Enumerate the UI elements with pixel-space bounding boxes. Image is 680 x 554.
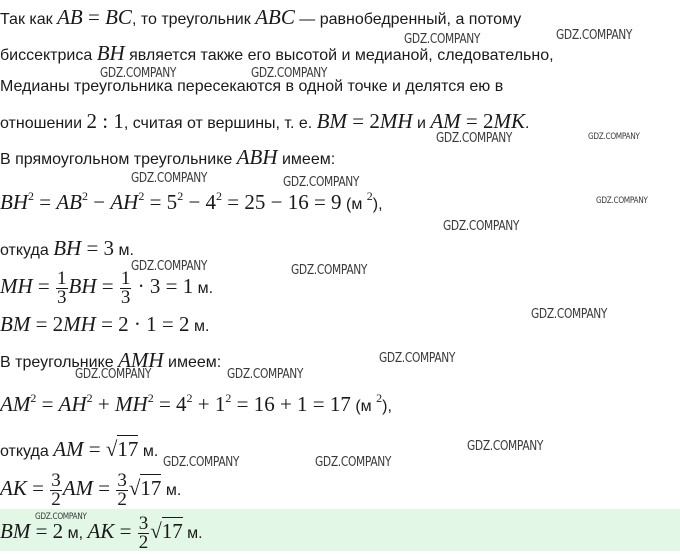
sqrt-sign: √ (128, 476, 141, 500)
fraction (56, 270, 68, 307)
exponent: 2 (376, 391, 383, 405)
math: ABH (236, 145, 278, 169)
math: BM (0, 312, 31, 336)
math: BM (316, 109, 347, 133)
math: = 4 (153, 392, 187, 416)
answer-line (0, 511, 203, 554)
watermark: GDZ.COMPANY (227, 367, 304, 382)
text: (м (350, 398, 377, 415)
math: = 3 (81, 236, 115, 260)
exponent: 2 (82, 189, 88, 203)
fraction-numerator: 3 (51, 470, 61, 492)
formula-line-13 (0, 468, 181, 511)
formula-line-11 (0, 393, 392, 418)
math: AM (0, 392, 31, 416)
fraction (50, 472, 62, 509)
watermark: GDZ.COMPANY (315, 455, 392, 470)
text: В треугольнике (0, 354, 119, 371)
math: MH (115, 392, 148, 416)
sqrt-sign: √ (150, 519, 162, 543)
text: В прямоугольном треугольнике (0, 151, 237, 168)
fraction-denominator: 3 (120, 287, 131, 309)
math: = 25 − 16 = 9 (222, 190, 342, 214)
text-line-1 (0, 6, 521, 31)
math: BH (53, 236, 82, 260)
exponent: 2 (86, 391, 93, 405)
text-line-5 (0, 146, 335, 171)
math: BH (96, 41, 125, 65)
text: м. (161, 482, 182, 499)
math: MH (379, 109, 413, 133)
watermark: GDZ.COMPANY (283, 175, 360, 190)
math: BC (105, 5, 132, 29)
math: ABC (255, 5, 295, 29)
text: . (525, 115, 530, 132)
math: = 2 (30, 312, 64, 336)
text: откуда (0, 443, 54, 460)
exponent: 2 (225, 391, 232, 405)
watermark: GDZ.COMPANY (596, 196, 648, 206)
text: откуда (0, 242, 54, 259)
text-line-7 (0, 237, 134, 262)
watermark: GDZ.COMPANY (163, 455, 240, 470)
watermark: GDZ.COMPANY (436, 131, 513, 146)
watermark: GDZ.COMPANY (531, 307, 608, 322)
text: ), (382, 398, 392, 415)
watermark: GDZ.COMPANY (131, 259, 208, 274)
text: м. (193, 280, 214, 297)
watermark: GDZ.COMPANY (588, 132, 640, 142)
text: — равнобедренный, а потому (294, 11, 522, 28)
math: BH (0, 190, 28, 214)
exponent: 2 (216, 189, 223, 203)
fraction (120, 270, 132, 307)
math: = 16 + 1 = 17 (231, 392, 351, 416)
formula-line-9 (0, 313, 209, 338)
text: м. (182, 525, 203, 542)
watermark: GDZ.COMPANY (443, 219, 520, 234)
fraction-denominator: 3 (57, 287, 67, 309)
fraction-denominator: 2 (51, 489, 61, 511)
exponent: 2 (366, 189, 373, 203)
text: имеем: (163, 354, 222, 371)
math: = 2 (30, 519, 64, 543)
watermark: GDZ.COMPANY (467, 439, 544, 454)
fraction-denominator: 2 (117, 489, 127, 511)
text: Так как (0, 11, 58, 28)
exponent: 2 (30, 391, 37, 405)
watermark: GDZ.COMPANY (35, 512, 87, 522)
watermark: GDZ.COMPANY (291, 263, 368, 278)
math: = 2 · 1 = 2 (95, 312, 190, 336)
math: = (34, 190, 57, 214)
math: = (26, 476, 50, 500)
math: = (114, 519, 137, 543)
math: AH (58, 392, 87, 416)
math: = (32, 274, 56, 298)
math: AM (53, 437, 84, 461)
text: (м (341, 196, 367, 213)
math: 2 : 1 (86, 109, 124, 133)
watermark: GDZ.COMPANY (100, 66, 177, 81)
text: м. (114, 242, 134, 259)
text: ), (372, 196, 383, 213)
watermark: GDZ.COMPANY (75, 367, 152, 382)
text: , считая от вершины, т. е. (123, 115, 317, 132)
watermark: GDZ.COMPANY (404, 32, 481, 47)
math: · 3 = 1 (132, 274, 194, 298)
radicand: 17 (117, 437, 139, 461)
text: имеем: (277, 151, 336, 168)
watermark: GDZ.COMPANY (131, 171, 208, 186)
fraction-numerator: 1 (120, 268, 131, 290)
text: является также его высотой и медианой, следовательно, (124, 47, 554, 64)
watermark: GDZ.COMPANY (556, 28, 633, 43)
math: MH (63, 312, 96, 336)
math: AB (56, 190, 82, 214)
radicand: 17 (140, 476, 162, 500)
text: и (412, 115, 431, 132)
math: − 4 (183, 190, 217, 214)
math: AMH (118, 348, 164, 372)
watermark: GDZ.COMPANY (379, 351, 456, 366)
text: , то треугольник (131, 11, 256, 28)
text-line-12 (0, 438, 158, 463)
math: AM (62, 476, 94, 500)
text: м. (189, 318, 210, 335)
math: + (92, 392, 116, 416)
exponent: 2 (177, 189, 184, 203)
math: = 2 (460, 109, 494, 133)
fraction (138, 515, 150, 552)
exponent: 2 (138, 189, 145, 203)
math: AH (110, 190, 139, 214)
text: отношении (0, 115, 87, 132)
radicand: 17 (161, 519, 183, 543)
math: = 2 (346, 109, 380, 133)
fraction (116, 472, 128, 509)
math: BM (0, 519, 31, 543)
fraction-numerator: 1 (57, 268, 67, 290)
text: биссектриса (0, 47, 97, 64)
math: = 5 (144, 190, 178, 214)
exponent: 2 (147, 391, 154, 405)
sqrt-sign: √ (105, 437, 118, 461)
math: MK (493, 109, 525, 133)
math: MH (0, 274, 33, 298)
fraction-numerator: 3 (138, 513, 149, 535)
math: = (83, 437, 106, 461)
math: = (96, 274, 119, 298)
fraction-denominator: 2 (138, 532, 149, 554)
math: AB (57, 5, 83, 29)
text: Медианы треугольника пересекаются в одной точке и делятся ею в (0, 78, 504, 95)
math: BH (68, 274, 97, 298)
watermark: GDZ.COMPANY (251, 66, 328, 81)
fraction-numerator: 3 (117, 470, 127, 492)
exponent: 2 (28, 189, 34, 203)
math: = (36, 392, 59, 416)
text: м. (138, 443, 159, 460)
math: = (93, 476, 116, 500)
math: AM (430, 109, 461, 133)
math: = (82, 5, 106, 29)
math: AK (87, 519, 115, 543)
math: AK (0, 476, 27, 500)
formula-line-6 (0, 191, 383, 216)
math: − (88, 190, 111, 214)
exponent: 2 (186, 391, 193, 405)
text: м, (63, 525, 88, 542)
math: + 1 (192, 392, 226, 416)
